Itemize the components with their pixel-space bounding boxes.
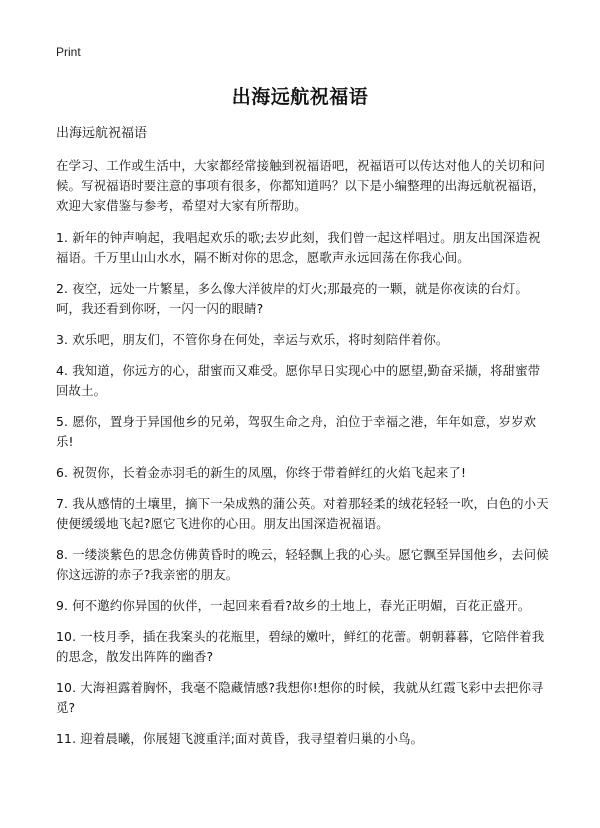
list-item: 9. 何不邀约你异国的伙伴，一起回来看看?故乡的土地上，春光正明媚，百花正盛开。 (56, 598, 531, 613)
list-item: 11. 迎着晨曦，你展翅飞渡重洋;面对黄昏，我寻望着归巢的小鸟。 (56, 731, 424, 746)
article-subtitle: 出海远航祝福语 (56, 126, 148, 141)
list-item: 10. 大海袒露着胸怀，我毫不隐藏情感?我想你!想你的时候，我就从红霞飞彩中去把你寻觅? (56, 680, 544, 715)
intro-paragraph: 在学习、工作或生活中，大家都经常接触到祝福语吧，祝福语可以传达对他人的关切和问候。写祝福语时要注意的事项有很多，你都知道吗？以下是小编整理的出海远航祝福语，欢迎大家借鉴与参考，希望对大家有所帮助。 (56, 158, 546, 213)
list-item: 5. 愿你，置身于异国他乡的兄弟，驾驭生命之舟，泊位于幸福之港，年年如意，岁岁欢乐! (56, 414, 537, 449)
list-item: 4. 我知道，你远方的心，甜蜜而又难受。愿你早日实现心中的愿望,勤奋采撷，将甜蜜带回故土。 (56, 363, 541, 398)
page-title: 出海远航祝福语 (231, 86, 369, 108)
print-link[interactable]: Print (56, 45, 81, 59)
list-item: 7. 我从感情的土壤里，摘下一朵成熟的蒲公英。对着那轻柔的绒花轻轻一吹，白色的小天使便缓缓地飞起?愿它飞进你的心田。朋友出国深造祝福语。 (56, 496, 549, 531)
list-item: 2. 夜空，远处一片繁星，多么像大洋彼岸的灯火;那最亮的一颗，就是你夜读的台灯。呵，我还看到你呀，一闪一闪的眼睛? (56, 281, 528, 316)
list-item: 3. 欢乐吧，朋友们，不管你身在何处，幸运与欢乐，将时刻陪伴着你。 (56, 332, 449, 347)
article-body (56, 124, 552, 760)
list-item: 8. 一缕淡紫色的思念仿佛黄昏时的晚云，轻轻飘上我的心头。愿它飘至异国他乡，去问候你这远游的赤子?我亲密的朋友。 (56, 547, 549, 582)
list-item: 1. 新年的钟声响起，我唱起欢乐的歌;去岁此刻，我们曾一起这样唱过。朋友出国深造祝福语。千万里山山水水，隔不断对你的思念，愿歌声永远回荡在你我心间。 (56, 230, 541, 265)
list-item: 10. 一枝月季，插在我案头的花瓶里，碧绿的嫩叶，鲜红的花蕾。朝朝暮暮，它陪伴着我的思念，散发出阵阵的幽香? (56, 629, 545, 664)
list-item: 6. 祝贺你，长着金赤羽毛的新生的凤凰，你终于带着鲜红的火焰飞起来了! (56, 465, 467, 480)
